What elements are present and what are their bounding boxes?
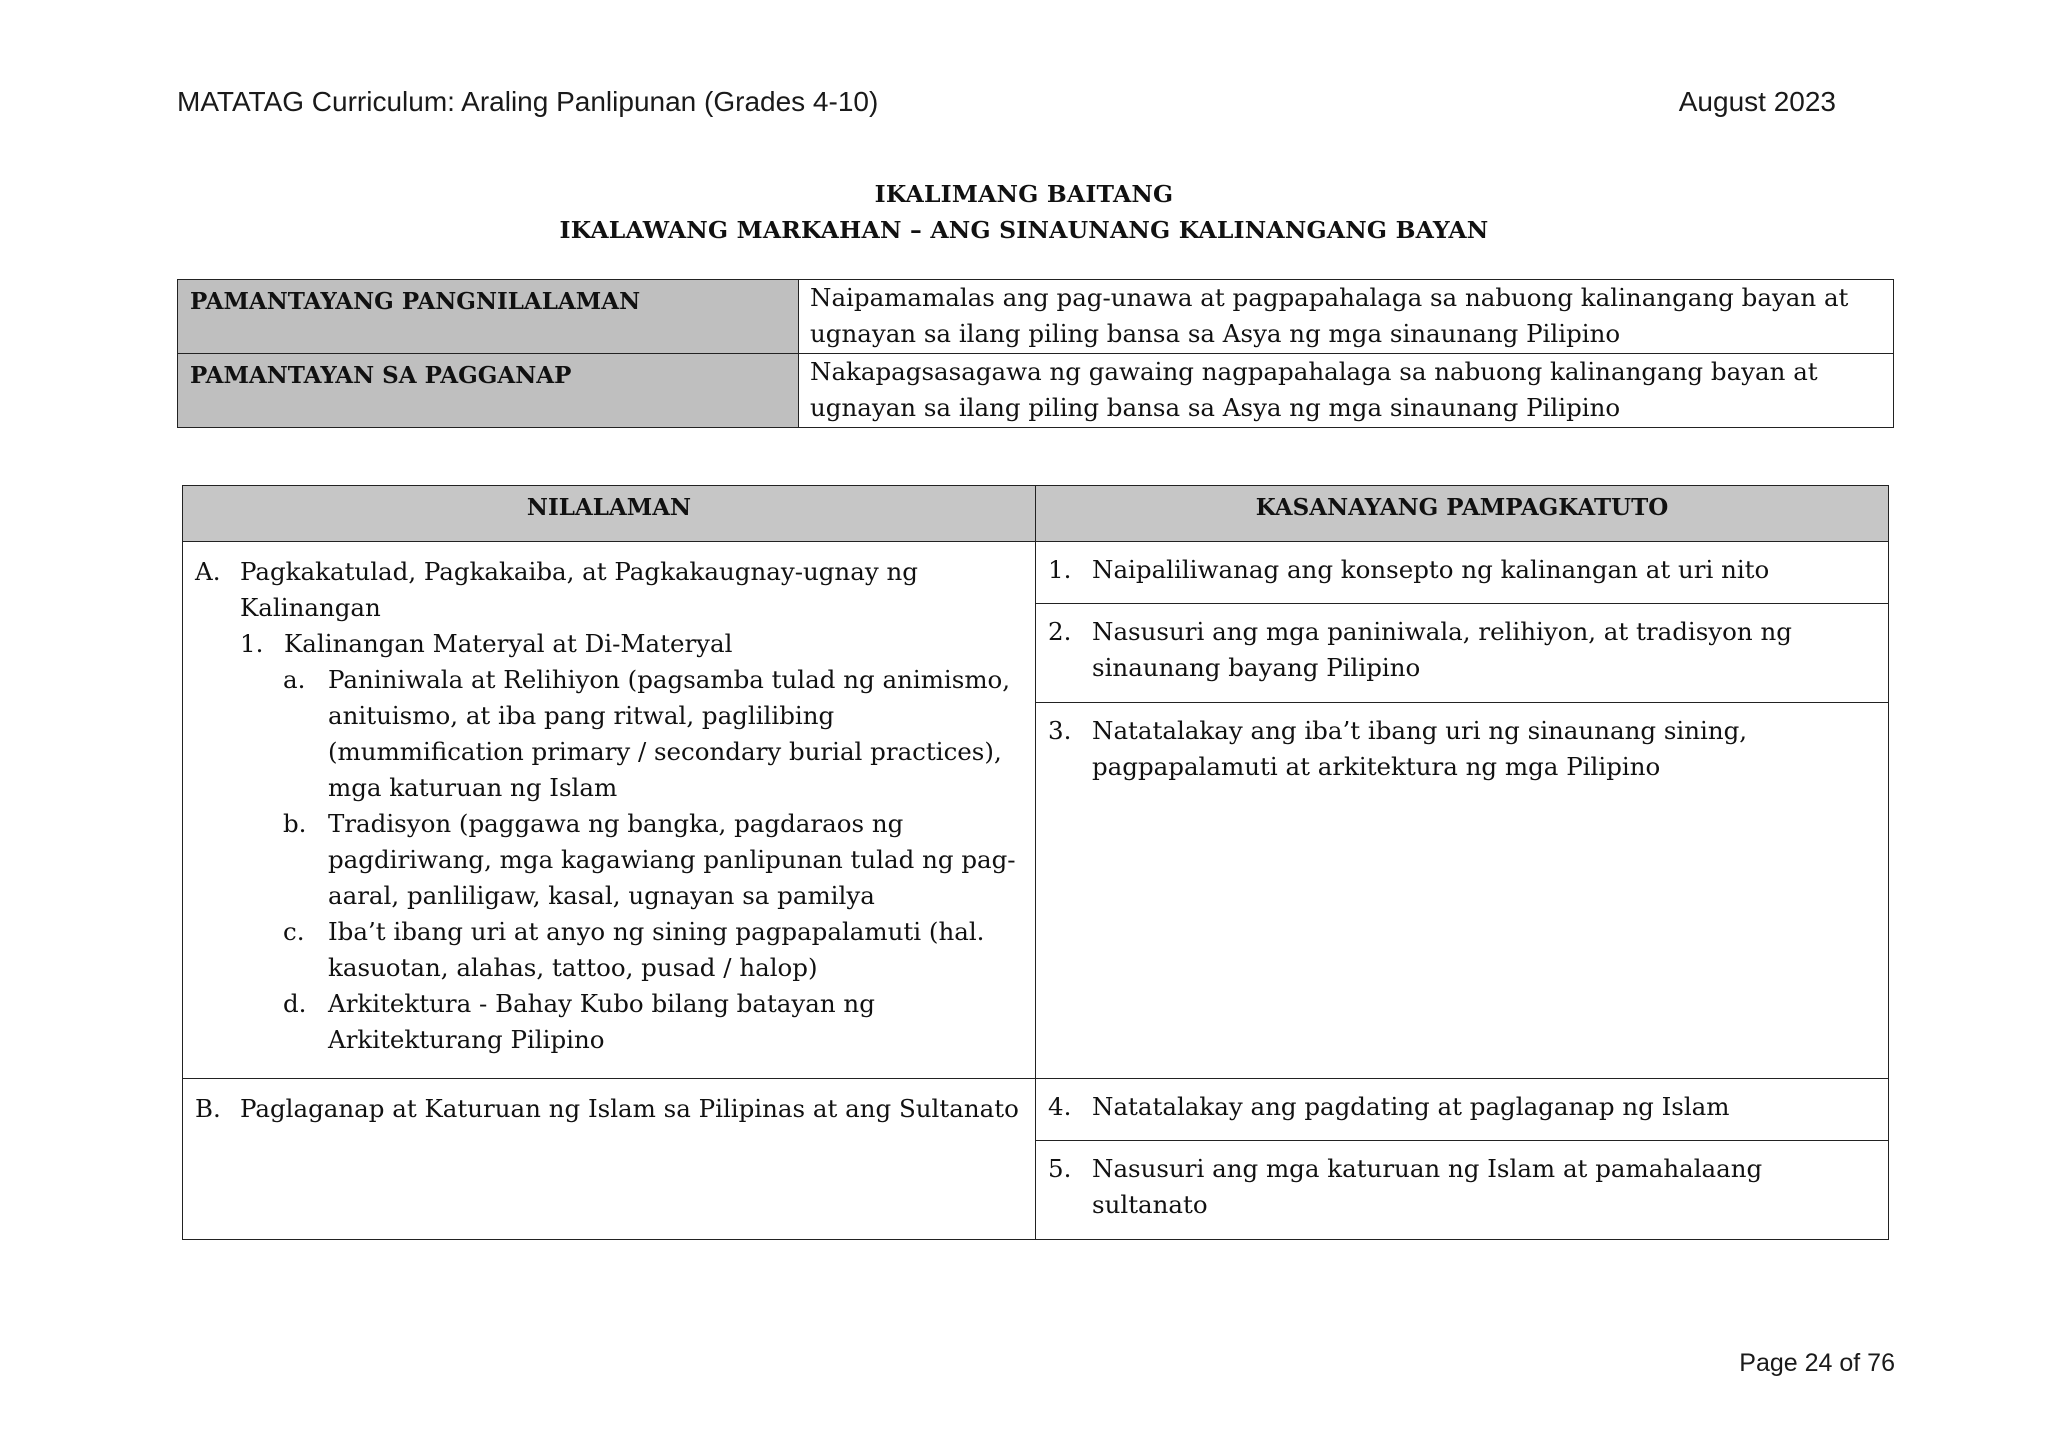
list-item bbox=[1048, 1089, 1876, 1125]
list-marker: 2. bbox=[1048, 617, 1072, 646]
list-marker: 3. bbox=[1048, 716, 1072, 745]
section-a-list bbox=[195, 554, 1023, 1058]
grade-title: IKALIMANG BAITANG bbox=[874, 180, 1174, 208]
list-item bbox=[1048, 713, 1876, 785]
list-marker: d. bbox=[283, 989, 307, 1018]
list-item bbox=[283, 914, 1023, 986]
section-a-content-cell bbox=[183, 542, 1036, 1079]
content-competency-table bbox=[182, 485, 1889, 1240]
list-marker: 1. bbox=[1048, 555, 1072, 584]
page-number: Page 24 of 76 bbox=[1739, 1349, 1895, 1377]
standards-row-performance bbox=[178, 354, 1894, 428]
subsection-text: Kalinangan Materyal at Di-Materyal bbox=[284, 629, 733, 658]
competency-text: Natatalakay ang pagdating at paglaganap ng Islam bbox=[1092, 1092, 1730, 1121]
section-a-text: Pagkakatulad, Pagkakaiba, at Pagkakaugnay-ugnay ng Kalinangan bbox=[240, 557, 918, 622]
column-header-competencies: KASANAYANG PAMPAGKATUTO bbox=[1036, 486, 1889, 542]
document-header-title: MATATAG Curriculum: Araling Panlipunan (Grades 4-10) bbox=[177, 86, 879, 117]
list-marker: 4. bbox=[1048, 1092, 1072, 1121]
competency-cell-4 bbox=[1036, 1079, 1889, 1141]
table-row bbox=[183, 1079, 1889, 1141]
section-a-sublist bbox=[240, 626, 1023, 1058]
competency-text: Natatalakay ang iba’t ibang uri ng sinaunang sining, pagpapalamuti at arkitektura ng mga Pilipino bbox=[1092, 716, 1748, 781]
document-header-date: August 2023 bbox=[1678, 86, 1836, 117]
competency-cell-2 bbox=[1036, 604, 1889, 703]
list-item-text: Iba’t ibang uri at anyo ng sining pagpapalamuti (hal. kasuotan, alahas, tattoo, pusad / halop) bbox=[328, 917, 985, 982]
section-b-list bbox=[195, 1091, 1023, 1127]
list-marker: B. bbox=[195, 1094, 221, 1123]
performance-standard-value: Nakapagsasagawa ng gawaing nagpapahalaga sa nabuong kalinangang bayan at ugnayan sa ilang piling bansa sa Asya ng mga sinaunang Pilipino bbox=[799, 354, 1894, 428]
list-item bbox=[283, 662, 1023, 806]
list-item-text: Paniniwala at Relihiyon (pagsamba tulad ng animismo, anituismo, at iba pang ritwal, paglilibing (mummification primary / secondary burial practices), mga katuruan ng Islam bbox=[328, 665, 1011, 802]
content-standard-value: Naipamamalas ang pag-unawa at pagpapahalaga sa nabuong kalinangang bayan at ugnayan sa ilang piling bansa sa Asya ng mga sinaunang Pilipino bbox=[799, 280, 1894, 354]
list-marker: A. bbox=[195, 557, 221, 586]
performance-standard-label: PAMANTAYAN SA PAGGANAP bbox=[178, 354, 799, 428]
competency-text: Nasusuri ang mga katuruan ng Islam at pamahalaang sultanato bbox=[1092, 1154, 1763, 1219]
section-b-text: Paglaganap at Katuruan ng Islam sa Pilipinas at ang Sultanato bbox=[240, 1094, 1019, 1123]
list-item bbox=[195, 1091, 1023, 1127]
list-item bbox=[283, 806, 1023, 914]
content-standard-label: PAMANTAYANG PANGNILALAMAN bbox=[178, 280, 799, 354]
list-item bbox=[1048, 1151, 1876, 1223]
list-item bbox=[240, 626, 1023, 662]
competency-text: Nasusuri ang mga paniniwala, relihiyon, at tradisyon ng sinaunang bayang Pilipino bbox=[1092, 617, 1792, 682]
list-marker: c. bbox=[283, 917, 305, 946]
list-marker: 5. bbox=[1048, 1154, 1072, 1183]
competency-cell-5 bbox=[1036, 1141, 1889, 1240]
table-header-row bbox=[183, 486, 1889, 542]
standards-row-content bbox=[178, 280, 1894, 354]
competency-cell-3 bbox=[1036, 703, 1889, 1079]
page-title-block bbox=[0, 176, 2048, 248]
list-marker: 1. bbox=[240, 629, 264, 658]
subsection-items bbox=[283, 662, 1023, 1058]
list-item-text: Arkitektura - Bahay Kubo bilang batayan ng Arkitekturang Pilipino bbox=[328, 989, 875, 1054]
section-b-content-cell bbox=[183, 1079, 1036, 1240]
list-item-text: Tradisyon (paggawa ng bangka, pagdaraos ng pagdiriwang, mga kagawiang panlipunan tulad ng pag-aaral, panliligaw, kasal, ugnayan sa pamilya bbox=[328, 809, 1016, 910]
standards-table bbox=[177, 279, 1894, 428]
column-header-content: NILALAMAN bbox=[183, 486, 1036, 542]
list-item bbox=[1048, 614, 1876, 686]
list-marker: a. bbox=[283, 665, 306, 694]
list-item bbox=[195, 554, 1023, 626]
list-item bbox=[1048, 552, 1876, 588]
list-marker: b. bbox=[283, 809, 307, 838]
competency-cell-1 bbox=[1036, 542, 1889, 604]
list-item bbox=[283, 986, 1023, 1058]
table-row bbox=[183, 542, 1889, 604]
competency-text: Naipaliliwanag ang konsepto ng kalinangan at uri nito bbox=[1092, 555, 1770, 584]
quarter-title: IKALAWANG MARKAHAN – ANG SINAUNANG KALINANGANG BAYAN bbox=[559, 216, 1489, 244]
